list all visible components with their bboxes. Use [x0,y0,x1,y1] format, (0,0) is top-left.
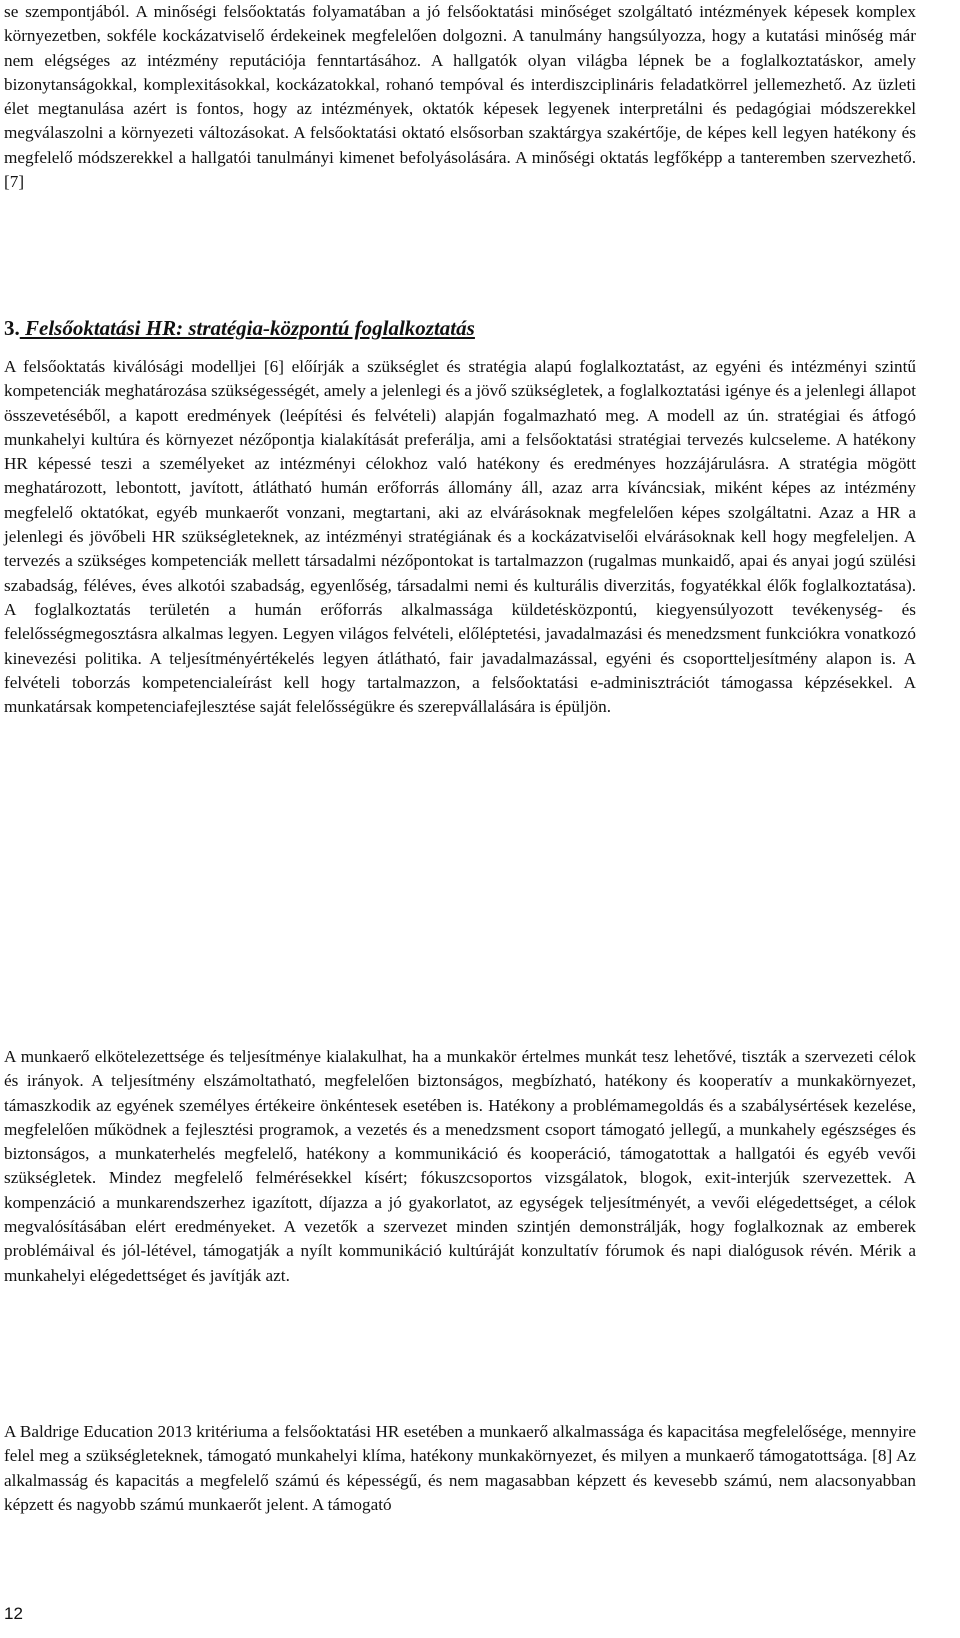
body-paragraph-3: A Baldrige Education 2013 kritériuma a felsőoktatási HR esetében a munkaerő alkalmassága és kapacitása megfelelősége, mennyire felel meg a szükségleteknek, támogató munkahelyi klíma, hatékony munkakörnyezet, és milyen a munkaerő támogatottsága. [8] Az alkalmasság és kapacitás a megfelelő számú és képességű, és nem magasabban képzett és kevesebb számú, nem alacsonyabban képzett és nagyobb számú munkaerőt jelent. A támogató [4,1422,916,1514]
page-number: 12 [4,1604,23,1623]
section-heading [4,316,916,341]
section-title: Felsőoktatási HR: stratégia-központú foglalkoztatás [25,316,475,340]
body-paragraph-1: A felsőoktatás kiválósági modelljei [6] előírják a szükséglet és stratégia alapú foglalkoztatást, az egyéni és intézményi szintű kompetenciák meghatározása szükségességét, amely a jelenlegi és a jövő szükségletek, a foglalkoztatási igénye és a jelenlegi állapot összevetéséből, a kapott eredmények (leépítési és felvételi) alapján fogalmazható meg. A modell az ún. stratégiai és átfogó munkahelyi kultúra és környezet nézőpontja kialakítását preferálja, ami a felsőoktatási stratégiai tervezés kulcseleme. A hatékony HR képessé teszi a személyeket az intézményi célokhoz való hatékony és eredményes hozzájárulásra. A stratégia mögött meghatározott, lebontott, javított, átlátható humán erőforrás állomány áll, azaz arra kíváncsiak, miként képes az intézmény megfelelő oktatókat, egyéb munkaerőt vonzani, megtartani, aki az elvárásoknak megfelelően képes szolgáltatni. Azaz a HR a jelenlegi és jövőbeli HR szükségleteknek, az intézményi stratégiának és a kockázatviselői elvárásoknak kell hogy megfeleljen. A tervezés a szükséges kompetenciák mellett társadalmi nézőpontokat is tartalmazzon (rugalmas munkaidő, apai és anyai jogú szülési szabadság, féléves, éves alkotói szabadság, egyenlőség, társadalmi nemi és kulturális diverzitás, fogyatékkal élők foglalkoztatása). A foglalkoztatás területén a humán erőforrás alkalmassága küldetésközpontú, kiegyensúlyozott tevékenység- és felelősségmegosztásra alkalmas legyen. Legyen világos felvételi, előléptetési, javadalmazási és menedzsment funkciókra vonatkozó kinevezési politika. A teljesítményértékelés legyen átlátható, fair javadalmazással, egyéni és csoportteljesítmény alapon is. A felvételi toborzás kompetencialeírást kell hogy tartalmazzon, a felsőoktatási e-adminisztrációt támogassa képzésekkel. A munkatársak kompetenciafejlesztése saját felelősségükre és szerepvállalására is épüljön. [4,357,916,717]
body-paragraph-2: A munkaerő elkötelezettsége és teljesítménye kialakulhat, ha a munkakör értelmes munkát tesz lehetővé, tiszták a szervezeti célok és irányok. A teljesítmény elszámoltatható, megfelelően biztonságos, megbízható, hatékony és kooperatív a munkakörnyezet, támaszkodik az egyének személyes értékeire önkéntesek esetében is. Hatékony a problémamegoldás és a szabálysértések kezelése, megfelelően működnek a fejlesztési programok, a vezetés és a menedzsment csoport támogató jellegű, a munkahely egészséges és biztonságos, a munkaterhelés megfelelő, hatékony a kommunikáció és kooperáció, támogatottak a hallgatói és egyéb vevői szükségletek. Mindez megfelelő felmérésekkel kísért; fókuszcsoportos vizsgálatok, blogok, exit-interjúk szervezettek. A kompenzáció a munkarendszerhez igazított, díjazza a jó gyakorlatot, az egységek teljesítményét, a vevői elégedettséget, a célok megvalósításában elért eredményeket. A vezetők a szervezet minden szintjén demonstrálják, hogy foglalkoznak az emberek problémáival és jól-létével, támogatják a nyílt kommunikáció kultúráját konzultatív fórumok és napi dialógusok révén. Mérik a munkahelyi elégedettséget és javítják azt. [4,1047,916,1285]
section-number: 3. [4,316,20,340]
intro-paragraph: se szempontjából. A minőségi felsőoktatás folyamatában a jó felsőoktatási minőséget szolgáltató intézmények képesek komplex környezetben, sokféle kockázatviselő érdekeinek megfelelően dolgozni. A tanulmány hangsúlyozza, hogy a kutatási minőség már nem elégséges az intézmény reputációja fenntartásához. A hallgatók olyan világba lépnek be a foglalkoztatáskor, amely bizonytanságokkal, komplexitásokkal, kockázatokkal, rohanó tempóval és interdiszciplináris feladatkörrel jellemezhető. Az üzleti élet megtanulása azért is fontos, hogy az intézmények, oktatók képesek legyenek interpretálni és pedagógiai módszerekkel megválaszolni a környezeti változásokat. A felsőoktatási oktató elsősorban szaktárgya szakértője, de képes kell legyen hatékony és megfelelő módszerekkel a hallgatói tanulmányi kimenet befolyásolására. A minőségi oktatás legfőképp a tanteremben szervezhető. [7] [4,2,916,192]
